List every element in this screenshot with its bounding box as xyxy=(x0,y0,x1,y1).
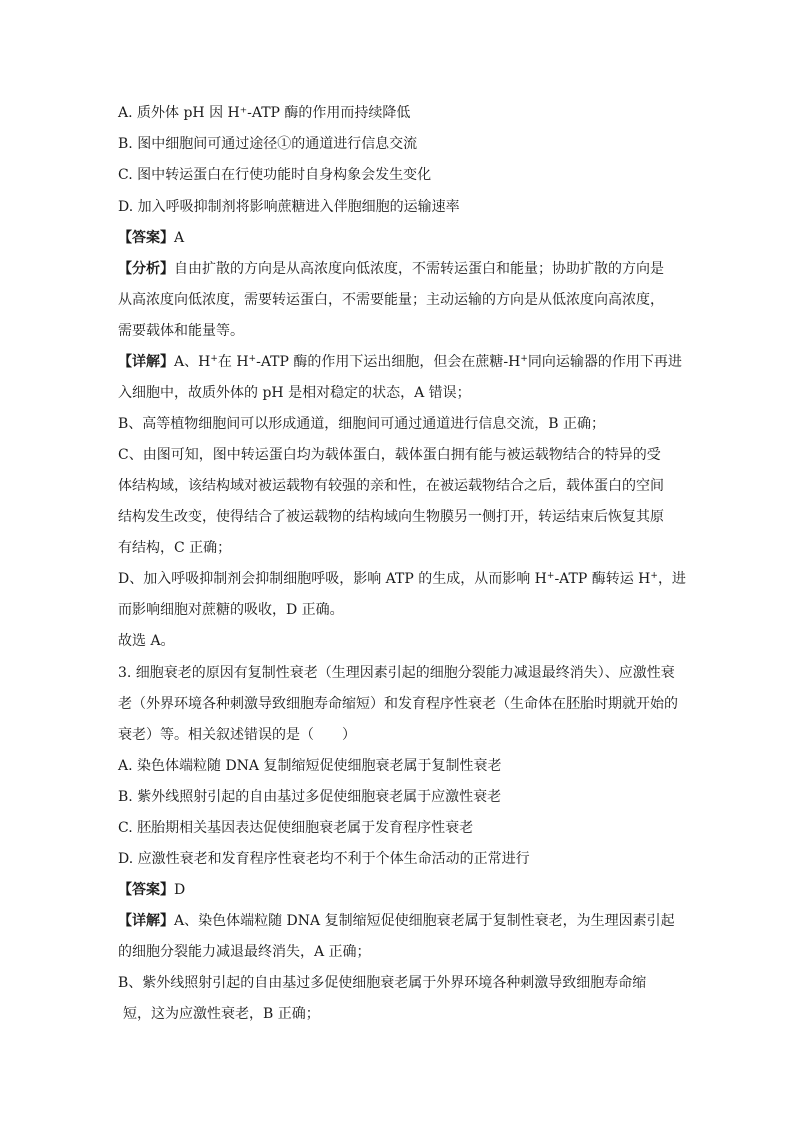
q3-stem-line: 3. 细胞衰老的原因有复制性衰老（生理因素引起的细胞分裂能力减退最终消失）、应激性衰 xyxy=(118,665,675,681)
answer-value: D xyxy=(174,882,186,898)
q2-analysis-line: 从高浓度向低浓度，需要转运蛋白，不需要能量；主动运输的方向是从低浓度向高浓度， xyxy=(118,292,664,308)
q2-answer xyxy=(118,228,184,248)
answer-label: 【答案】 xyxy=(118,882,174,898)
q3-detail-line: B、紫外线照射引起的自由基过多促使细胞衰老属于外界环境各种刺激导致细胞寿命缩 xyxy=(118,975,647,991)
q2-option-b: B. 图中细胞间可通过途径①的通道进行信息交流 xyxy=(118,136,418,152)
q2-detail-line: B、高等植物细胞间可以形成通道，细胞间可通过通道进行信息交流，B 正确； xyxy=(118,416,606,432)
q2-detail-line: 而影响细胞对蔗糖的吸收，D 正确。 xyxy=(118,602,344,618)
q3-detail-line: 短，这为应激性衰老，B 正确； xyxy=(123,1006,320,1022)
q2-analysis-line: 【分析】自由扩散的方向是从高浓度向低浓度，不需转运蛋白和能量；协助扩散的方向是 xyxy=(118,261,664,277)
q2-detail-line: 【详解】A、H+在 H+-ATP 酶的作用下运出细胞，但会在蔗糖-H+同向运输器的作用下再进 xyxy=(118,354,682,370)
q3-option-a: A. 染色体端粒随 DNA 复制缩短促使细胞衰老属于复制性衰老 xyxy=(118,758,502,774)
q3-option-d: D. 应激性衰老和发育程序性衰老均不利于个体生命活动的正常进行 xyxy=(118,851,530,867)
q3-stem-line: 衰老）等。相关叙述错误的是（ ） xyxy=(118,727,356,743)
q2-detail-line: 入细胞中，故质外体的 pH 是相对稳定的状态，A 错误； xyxy=(118,385,471,401)
q2-option-a: A. 质外体 pH 因 H⁺-ATP 酶的作用而持续降低 xyxy=(118,105,411,121)
q2-conclusion: 故选 A。 xyxy=(118,633,175,649)
answer-label: 【答案】 xyxy=(118,230,174,246)
q2-option-c: C. 图中转运蛋白在行使功能时自身构象会发生变化 xyxy=(118,167,432,183)
q3-option-b: B. 紫外线照射引起的自由基过多促使细胞衰老属于应激性衰老 xyxy=(118,789,502,805)
q2-detail-line: 结构发生改变，使得结合了被运载物的结构域向生物膜另一侧打开，转运结束后恢复其原 xyxy=(118,509,664,525)
q2-analysis-line: 需要载体和能量等。 xyxy=(118,323,244,339)
q2-detail-line: 有结构，C 正确； xyxy=(118,540,232,556)
q2-option-d: D. 加入呼吸抑制剂将影响蔗糖进入伴胞细胞的运输速率 xyxy=(118,199,460,215)
q3-answer xyxy=(118,880,185,900)
q2-detail-line: 体结构域，该结构域对被运载物有较强的亲和性，在被运载物结合之后，载体蛋白的空间 xyxy=(118,478,664,494)
q3-stem-line: 老（外界环境各种刺激导致细胞寿命缩短）和发育程序性衰老（生命体在胚胎时期就开始的 xyxy=(118,696,678,712)
detail-label: 【详解】 xyxy=(118,913,174,929)
answer-value: A xyxy=(174,230,185,246)
q2-detail-line: D、加入呼吸抑制剂会抑制细胞呼吸，影响 ATP 的生成，从而影响 H+-ATP 酶转运 H+，进 xyxy=(118,571,686,587)
analysis-label: 【分析】 xyxy=(118,261,174,277)
q3-option-c: C. 胚胎期相关基因表达促使细胞衰老属于发育程序性衰老 xyxy=(118,820,474,836)
q3-detail-line: 【详解】A、染色体端粒随 DNA 复制缩短促使细胞衰老属于复制性衰老，为生理因素引起 xyxy=(118,913,675,929)
q2-detail-line: C、由图可知，图中转运蛋白均为载体蛋白，载体蛋白拥有能与被运载物结合的特异的受 xyxy=(118,447,661,463)
q3-detail-line: 的细胞分裂能力减退最终消失，A 正确； xyxy=(118,944,371,960)
detail-label: 【详解】 xyxy=(118,354,174,370)
